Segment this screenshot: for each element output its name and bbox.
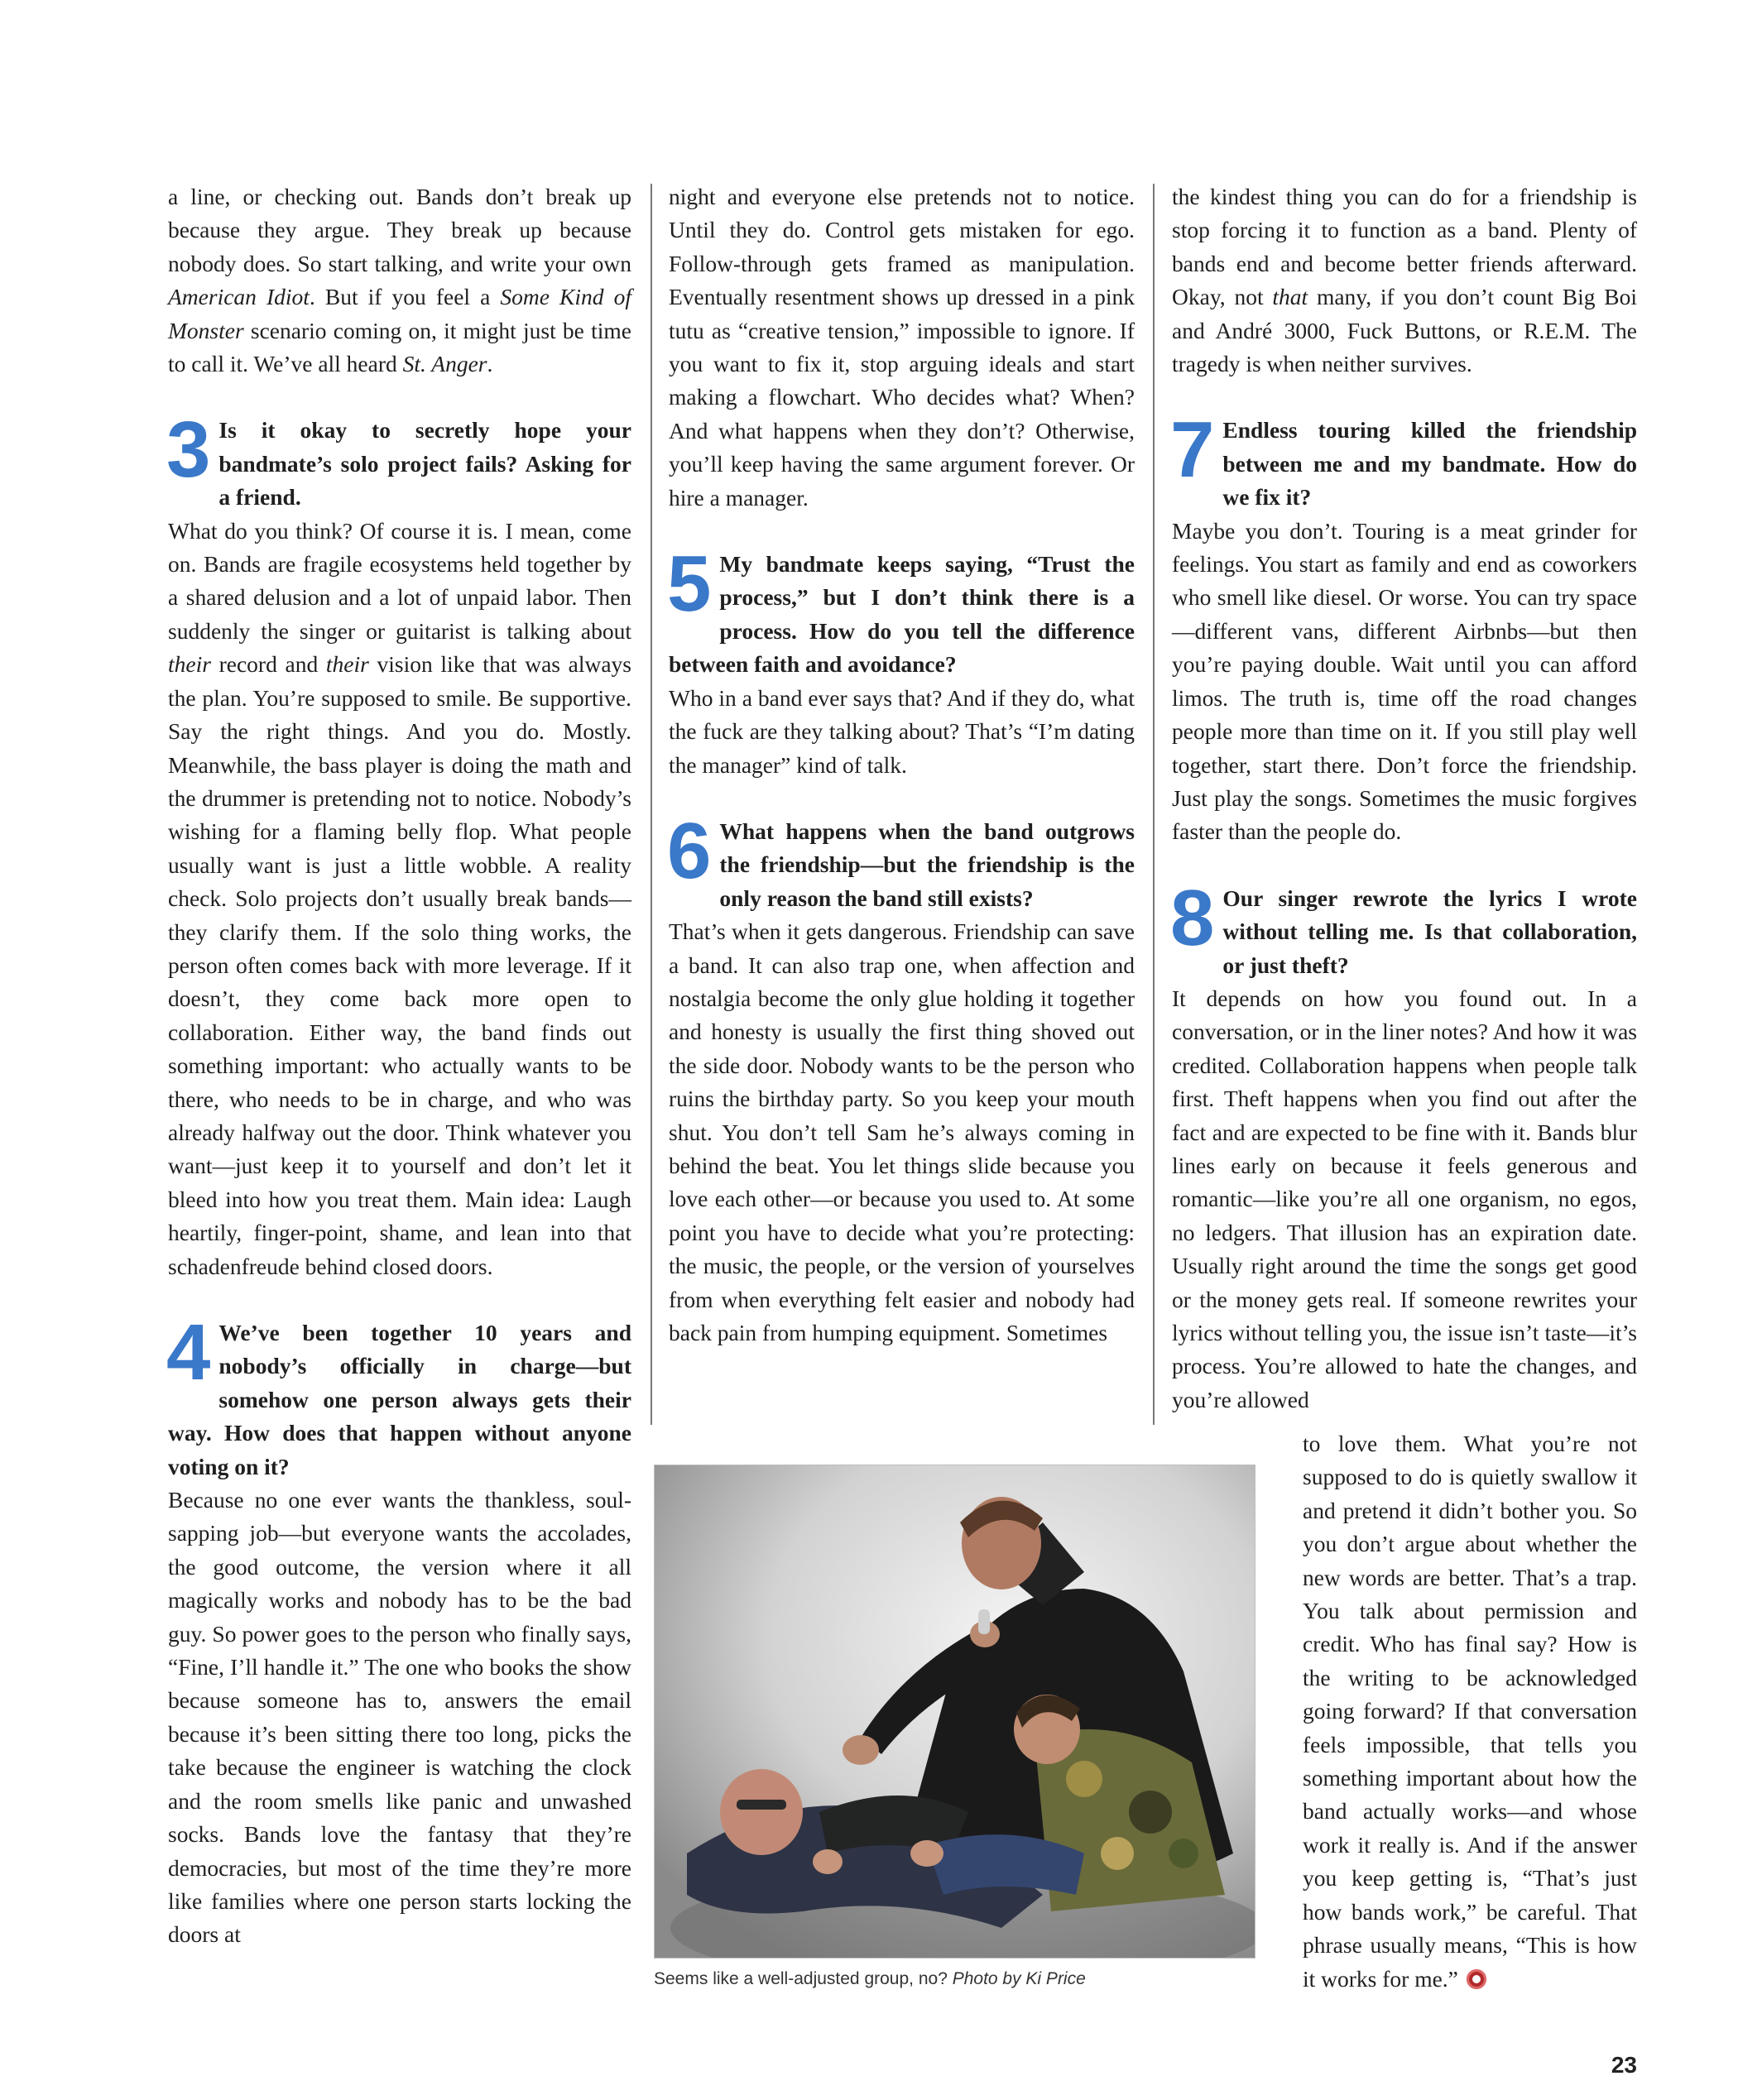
col3-intro: the kindest thing you can do for a friendship is stop forcing it to function as a band. Plenty of bands end and become better friends afterward. Okay, not that many, if you don’t count Big Boi and André 3000, Fuck Buttons, or R.E.M. The tragedy is when neither survives. bbox=[1172, 184, 1637, 377]
question-number-8: 8 bbox=[1170, 873, 1215, 962]
question-number-3: 3 bbox=[166, 405, 211, 495]
question-3: 3 Is it okay to secretly hope your bandmate’s solo project fails? Asking for a friend. bbox=[166, 405, 631, 511]
column-rule-2 bbox=[1153, 184, 1155, 1425]
column-2 bbox=[669, 180, 1135, 1350]
answer-8: It depends on how you found out. In a conversation, or in the liner notes? And how it was credited. Collaboration happens when people talk first. Theft happens when you find out after the fact and are expected to be fine with it. Bands blur lines early on because it feels generous and romantic—like you’re all one organism, no egos, no ledgers. That illusion has an expiration date. Usually right around the time the songs get good or the money gets real. If someone rewrites your lyrics without telling you, the issue isn’t taste—it’s process. You’re allowed to hate the changes, and you’re allowed bbox=[1172, 985, 1637, 1412]
col1-intro: a line, or checking out. Bands don’t break up because they argue. They break up because nobody does. So start talking, and write your own American Idiot. But if you feel a Some Kind of Monster scenario coming on, it might just be time to call it. We’ve all heard St. Anger. bbox=[168, 184, 631, 377]
column-rule-1 bbox=[651, 184, 652, 1425]
end-mark-icon bbox=[1467, 1969, 1486, 1989]
answer-6: That’s when it gets dangerous. Friendship can save a band. It can also trap one, when affection and nostalgia become the only glue holding it together and honesty is usually the first thing shoved out the side door. Nobody wants to be the person who ruins the birthday party. So you keep your mouth shut. You don’t tell Sam he’s always coming in behind the beat. You let things slide because you love each other—or because you used to. At some point you have to decide what you’re protecting: the music, the people, or the version of yourselves from when everything felt easier and nobody had back pain from humping equipment. Sometimes bbox=[669, 918, 1135, 1345]
photo-credit: Photo by Ki Price bbox=[952, 1969, 1086, 1988]
question-number-5: 5 bbox=[667, 539, 712, 629]
page-number: 23 bbox=[1611, 2052, 1637, 2078]
answer-5: Who in a band ever says that? And if they do, what the fuck are they talking about? That’s “I’m dating the manager” kind of talk. bbox=[669, 684, 1135, 778]
question-number-6: 6 bbox=[667, 806, 712, 895]
column-3-continuation bbox=[1303, 1427, 1637, 1996]
column-3 bbox=[1172, 180, 1637, 1417]
answer-8-continued: to love them. What you’re not supposed to do is quietly swallow it and pretend it didn’t bother you. So you don’t argue about whether the new words are better. That’s a trap. You talk about permission and credit. Who has final say? How is the writing to be acknowledged going forward? If that conversation feels impossible, that tells you something important about how the band actually works—and whose work it really is. And if the answer you keep getting is, “That’s just how bands work,” be careful. That phrase usually means, “This is how it works for me.” bbox=[1303, 1431, 1637, 1992]
col2-intro: night and everyone else pretends not to notice. Until they do. Control gets mistaken for ego. Follow-through gets framed as manipulation. Eventually resentment shows up dressed in a pink tutu as “creative tension,” impossible to ignore. If you want to fix it, stop arguing ideals and start making a flowchart. Who decides what? When? And what happens when they don’t? Otherwise, you’ll keep having the same argument forever. Or hire a manager. bbox=[669, 184, 1135, 511]
question-8: 8 Our singer rewrote the lyrics I wrote without telling me. Is that collaboration, or just theft? bbox=[1170, 873, 1637, 978]
question-number-4: 4 bbox=[166, 1308, 211, 1397]
question-7: 7 Endless touring killed the friendship between me and my bandmate. How do we fix it? bbox=[1170, 405, 1637, 511]
band-photo bbox=[654, 1465, 1255, 1959]
photo-caption bbox=[654, 1969, 1255, 1989]
answer-3: What do you think? Of course it is. I mean, come on. Bands are fragile ecosystems held together by a shared delusion and a lot of unpaid labor. Then suddenly the singer or guitarist is talking about their record and their vision like that was always the plan. You’re supposed to smile. Be supportive. Say the right things. And you do. Mostly. Meanwhile, the bass player is doing the math and the drummer is pretending not to notice. Nobody’s wishing for a flaming belly flop. What people usually want is just a little wobble. A reality check. Solo projects don’t usually break bands—they clarify them. If the solo thing works, the person often comes back with more leverage. If it doesn’t, they come back more open to collaboration. Either way, the band finds out something important: who actually wants to be there, who needs to be in charge, and who was already halfway out the door. Think whatever you want—just keep it to yourself and don’t let it bleed into how you treat them. Main idea: Laugh heartily, finger-point, shame, and lean into that schadenfreude behind closed doors. bbox=[168, 517, 632, 1279]
band-photo-illustration bbox=[654, 1465, 1255, 1959]
column-1 bbox=[168, 180, 631, 1952]
question-6: 6 What happens when the band outgrows the friendship—but the friendship is the only reason the band still exists? bbox=[667, 806, 1135, 911]
answer-4: Because no one ever wants the thankless, soul-sapping job—but everyone wants the accolades, the good outcome, the version where it all magically works and nobody has to be the bad guy. So power goes to the person who finally says, “Fine, I’ll handle it.” The one who books the show because someone has to, answers the email because it’s been sitting there too long, picks the take because the engineer is watching the clock and the room smells like panic and unwashed socks. Bands love the fantasy that they’re democracies, but most of the time they’re more like families where one person starts locking the doors at bbox=[168, 1487, 631, 1948]
caption-text: Seems like a well-adjusted group, no? bbox=[654, 1969, 953, 1988]
question-5: 5 My bandmate keeps saying, “Trust the process,” but I don’t think there is a process. How do you tell the difference between faith and avoidance? bbox=[667, 539, 1135, 678]
question-number-7: 7 bbox=[1170, 405, 1215, 495]
question-4: 4 We’ve been together 10 years and nobody’s officially in charge—but somehow one person always gets their way. How does that happen without anyone voting on it? bbox=[166, 1308, 631, 1479]
answer-7: Maybe you don’t. Touring is a meat grinder for feelings. You start as family and end as coworkers who smell like diesel. Or worse. You can try space—different vans, different Airbnbs—but then you’re paying double. Wait until you can afford limos. The truth is, time off the road changes people more than time on it. If you still play well together, start there. Don’t force the friendship. Just play the songs. Sometimes the music forgives faster than the people do. bbox=[1172, 517, 1637, 845]
